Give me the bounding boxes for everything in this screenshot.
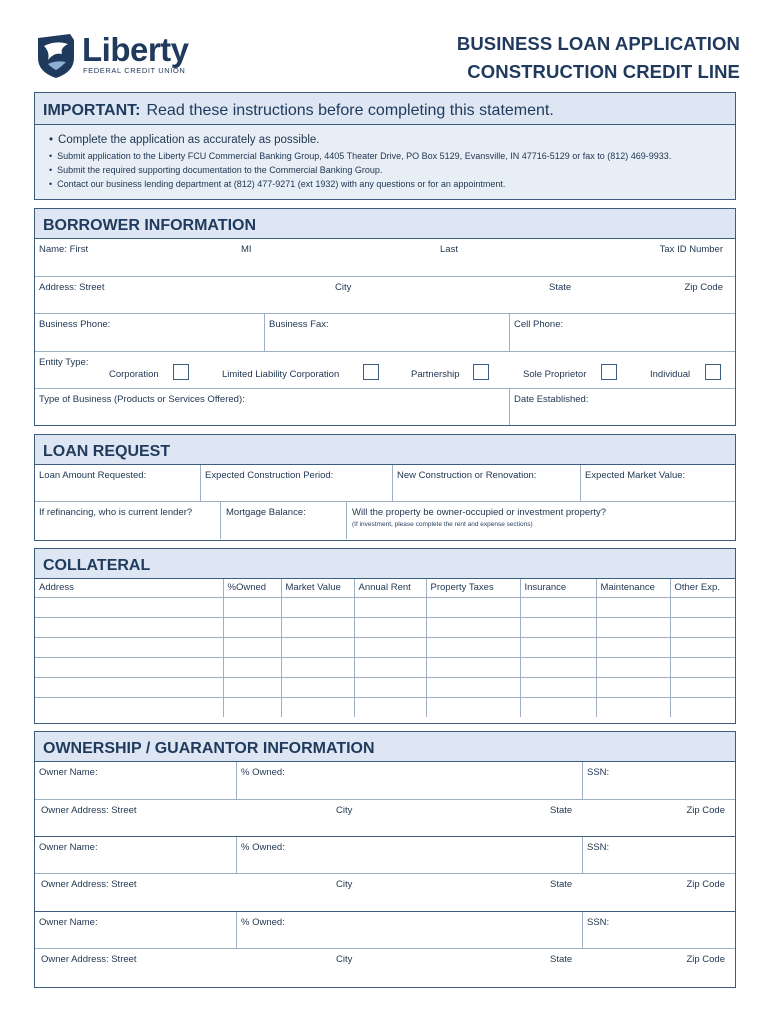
table-cell[interactable]: [223, 677, 281, 697]
new-or-renovation-label: New Construction or Renovation:: [397, 470, 537, 481]
table-cell[interactable]: [520, 617, 596, 637]
table-cell[interactable]: [223, 657, 281, 677]
date-established-label: Date Established:: [514, 394, 589, 405]
pct-owned-label: % Owned:: [241, 767, 285, 778]
col-property-taxes: Property Taxes: [426, 579, 520, 597]
construction-period-label: Expected Construction Period:: [205, 470, 334, 481]
owner-1-name-field[interactable]: [35, 762, 237, 799]
type-of-business-field[interactable]: [35, 389, 510, 425]
table-cell[interactable]: [520, 677, 596, 697]
important-label: IMPORTANT:: [43, 101, 141, 119]
title-line-1: BUSINESS LOAN APPLICATION: [456, 33, 740, 54]
owner-state-label: State: [550, 805, 573, 816]
col-owned: %Owned: [223, 579, 281, 597]
date-established-field[interactable]: [510, 389, 735, 425]
table-cell[interactable]: [670, 617, 735, 637]
owner-address-label: Owner Address: Street: [41, 879, 137, 890]
phone-row: [35, 314, 735, 352]
cell-phone-label: Cell Phone:: [514, 319, 564, 330]
table-cell[interactable]: [354, 677, 426, 697]
table-row: [35, 657, 735, 677]
owner-zip-label: Zip Code: [686, 954, 725, 965]
entity-row: [35, 352, 735, 389]
owner-occupied-field[interactable]: [347, 502, 735, 539]
table-cell[interactable]: [596, 597, 670, 617]
state-label: State: [549, 282, 572, 293]
entity-option-sole-proprietor: Sole Proprietor: [523, 369, 587, 380]
collateral-table: [35, 579, 735, 717]
owner-1-pct-field[interactable]: [237, 762, 583, 799]
name-row: [35, 239, 735, 277]
owner-3-address-field[interactable]: [35, 949, 735, 986]
owner-state-label: State: [550, 879, 573, 890]
corporation-checkbox[interactable]: [173, 364, 189, 380]
owner-2-address-field[interactable]: [35, 874, 735, 911]
current-lender-label: If refinancing, who is current lender?: [39, 507, 193, 518]
mortgage-balance-field[interactable]: [221, 502, 347, 539]
owner-2-address-row: [35, 874, 735, 912]
table-row: [35, 617, 735, 637]
col-annual-rent: Annual Rent: [354, 579, 426, 597]
owner-address-label: Owner Address: Street: [41, 954, 137, 965]
table-cell[interactable]: [596, 637, 670, 657]
table-cell[interactable]: [520, 657, 596, 677]
owner-1-name-row: [35, 762, 735, 800]
table-cell[interactable]: [520, 637, 596, 657]
instructions-box: [34, 92, 736, 200]
new-or-renovation-field[interactable]: [393, 465, 581, 501]
table-cell[interactable]: [223, 617, 281, 637]
owner-3-pct-field[interactable]: [237, 912, 583, 948]
table-cell[interactable]: [596, 617, 670, 637]
owner-city-label: City: [336, 879, 353, 890]
table-row: [35, 697, 735, 717]
pct-owned-label: % Owned:: [241, 842, 285, 853]
table-cell[interactable]: [670, 637, 735, 657]
construction-period-field[interactable]: [201, 465, 393, 501]
partnership-checkbox[interactable]: [473, 364, 489, 380]
table-cell[interactable]: [596, 657, 670, 677]
owner-1-address-field[interactable]: [35, 800, 735, 836]
table-cell[interactable]: [670, 657, 735, 677]
logo-name: Liberty: [82, 31, 189, 68]
table-cell[interactable]: [281, 617, 354, 637]
instructions-header: [35, 93, 735, 125]
col-address: Address: [35, 579, 223, 597]
entity-option-individual: Individual: [650, 369, 691, 380]
pct-owned-label: % Owned:: [241, 917, 285, 928]
table-cell[interactable]: [281, 677, 354, 697]
table-cell[interactable]: [35, 597, 223, 617]
table-cell[interactable]: [354, 637, 426, 657]
table-cell[interactable]: [426, 697, 520, 717]
entity-type-label: Entity Type:: [39, 357, 89, 368]
table-cell[interactable]: [35, 657, 223, 677]
address-field[interactable]: [35, 277, 735, 313]
title-line-2: CONSTRUCTION CREDIT LINE: [467, 61, 740, 82]
mi-label: MI: [241, 244, 252, 255]
table-cell[interactable]: [426, 657, 520, 677]
owner-zip-label: Zip Code: [686, 805, 725, 816]
owner-3-name-field[interactable]: [35, 912, 237, 948]
entity-type-field: [35, 352, 735, 388]
owner-1-ssn-field[interactable]: [583, 762, 735, 799]
market-value-field[interactable]: [581, 465, 735, 501]
loan-request-header: LOAN REQUEST: [35, 435, 735, 465]
business-type-row: [35, 389, 735, 425]
table-cell[interactable]: [35, 677, 223, 697]
business-phone-field[interactable]: [35, 314, 265, 351]
owner-name-label: Owner Name:: [39, 842, 98, 853]
owner-zip-label: Zip Code: [686, 879, 725, 890]
document-title: [457, 30, 740, 86]
collateral-header: COLLATERAL: [35, 549, 735, 579]
sole-proprietor-checkbox[interactable]: [601, 364, 617, 380]
owner-2-name-field[interactable]: [35, 837, 237, 873]
instructions-heading: Read these instructions before completing this statement.: [146, 101, 554, 119]
collateral-section: [34, 548, 736, 724]
instruction-item: • Complete the application as accurately as possible.: [49, 131, 721, 149]
name-field[interactable]: [35, 239, 735, 276]
table-cell[interactable]: [223, 637, 281, 657]
instructions-list: [35, 125, 735, 197]
owner-3-address-row: [35, 949, 735, 986]
cell-phone-field[interactable]: [510, 314, 735, 351]
street-label: Address: Street: [39, 282, 105, 293]
table-cell[interactable]: [35, 617, 223, 637]
ownership-header: OWNERSHIP / GUARANTOR INFORMATION: [35, 732, 735, 762]
address-row: [35, 277, 735, 314]
owner-state-label: State: [550, 954, 573, 965]
table-cell[interactable]: [426, 617, 520, 637]
owner-occupied-label: Will the property be owner-occupied or investment property?: [352, 507, 606, 518]
table-cell[interactable]: [281, 657, 354, 677]
table-cell[interactable]: [426, 597, 520, 617]
table-cell[interactable]: [281, 697, 354, 717]
page-header: [0, 0, 770, 90]
owner-3-name-row: [35, 912, 735, 949]
owner-city-label: City: [336, 805, 353, 816]
current-lender-field[interactable]: [35, 502, 221, 539]
table-cell[interactable]: [670, 697, 735, 717]
owner-2-pct-field[interactable]: [237, 837, 583, 873]
entity-option-partnership: Partnership: [411, 369, 460, 380]
table-cell[interactable]: [596, 677, 670, 697]
owner-name-label: Owner Name:: [39, 767, 98, 778]
table-cell[interactable]: [354, 697, 426, 717]
owner-2-name-row: [35, 837, 735, 874]
ownership-section: [34, 731, 736, 988]
zip-label: Zip Code: [684, 282, 723, 293]
entity-option-corporation: Corporation: [109, 369, 159, 380]
logo-subtitle: FEDERAL CREDIT UNION: [83, 66, 186, 75]
table-row: [35, 677, 735, 697]
col-other-exp: Other Exp.: [670, 579, 735, 597]
loan-row-1: [35, 465, 735, 502]
owner-occupied-note: (If investment, please complete the rent and expense sections): [352, 521, 533, 528]
table-cell[interactable]: [670, 597, 735, 617]
business-fax-field[interactable]: [265, 314, 510, 351]
loan-row-2: [35, 502, 735, 539]
llc-checkbox[interactable]: [363, 364, 379, 380]
owner-2-ssn-field[interactable]: [583, 837, 735, 873]
ssn-label: SSN:: [587, 917, 610, 928]
table-row: [35, 637, 735, 657]
table-cell[interactable]: [426, 677, 520, 697]
loan-request-section: [34, 434, 736, 541]
owner-address-label: Owner Address: Street: [41, 805, 137, 816]
ssn-label: SSN:: [587, 842, 610, 853]
table-cell[interactable]: [281, 597, 354, 617]
col-insurance: Insurance: [520, 579, 596, 597]
individual-checkbox[interactable]: [705, 364, 721, 380]
borrower-section: [34, 208, 736, 426]
last-name-label: Last: [440, 244, 458, 255]
instruction-item: • Submit the required supporting documentation to the Commercial Banking Group.: [49, 163, 721, 177]
owner-3-ssn-field[interactable]: [583, 912, 735, 948]
entity-option-llc: Limited Liability Corporation: [222, 369, 340, 380]
table-cell[interactable]: [35, 637, 223, 657]
type-of-business-label: Type of Business (Products or Services Offered):: [39, 394, 245, 405]
loan-amount-field[interactable]: [35, 465, 201, 501]
table-cell[interactable]: [281, 637, 354, 657]
market-value-label: Expected Market Value:: [585, 470, 686, 481]
table-row: [35, 597, 735, 617]
table-cell[interactable]: [223, 597, 281, 617]
owner-city-label: City: [336, 954, 353, 965]
mortgage-balance-label: Mortgage Balance:: [226, 507, 306, 518]
collateral-header-row: [35, 579, 735, 597]
tax-id-label: Tax ID Number: [659, 244, 723, 255]
table-cell[interactable]: [223, 697, 281, 717]
col-market-value: Market Value: [281, 579, 354, 597]
business-phone-label: Business Phone:: [39, 319, 111, 330]
table-cell[interactable]: [35, 697, 223, 717]
table-cell[interactable]: [596, 697, 670, 717]
owner-name-label: Owner Name:: [39, 917, 98, 928]
liberty-logo: [34, 32, 204, 80]
table-cell[interactable]: [354, 617, 426, 637]
city-label: City: [335, 282, 352, 293]
first-name-label: Name: First: [39, 244, 89, 255]
owner-1-address-row: [35, 800, 735, 837]
ssn-label: SSN:: [587, 767, 610, 778]
table-cell[interactable]: [354, 597, 426, 617]
eagle-icon: [34, 32, 78, 78]
loan-amount-label: Loan Amount Requested:: [39, 470, 147, 481]
borrower-header: BORROWER INFORMATION: [35, 209, 735, 239]
col-maintenance: Maintenance: [596, 579, 670, 597]
business-fax-label: Business Fax:: [269, 319, 329, 330]
table-cell[interactable]: [670, 677, 735, 697]
instruction-item: • Submit application to the Liberty FCU Commercial Banking Group, 4405 Theater Drive, PO Box 5129, Evansville, IN 47716-5129 or fax to (812) 469-9933.: [49, 149, 721, 163]
table-cell[interactable]: [520, 697, 596, 717]
table-cell[interactable]: [520, 597, 596, 617]
table-cell[interactable]: [354, 657, 426, 677]
table-cell[interactable]: [426, 637, 520, 657]
instruction-item: • Contact our business lending department at (812) 477-9271 (ext 1932) with any questions or for an appointment.: [49, 177, 721, 191]
